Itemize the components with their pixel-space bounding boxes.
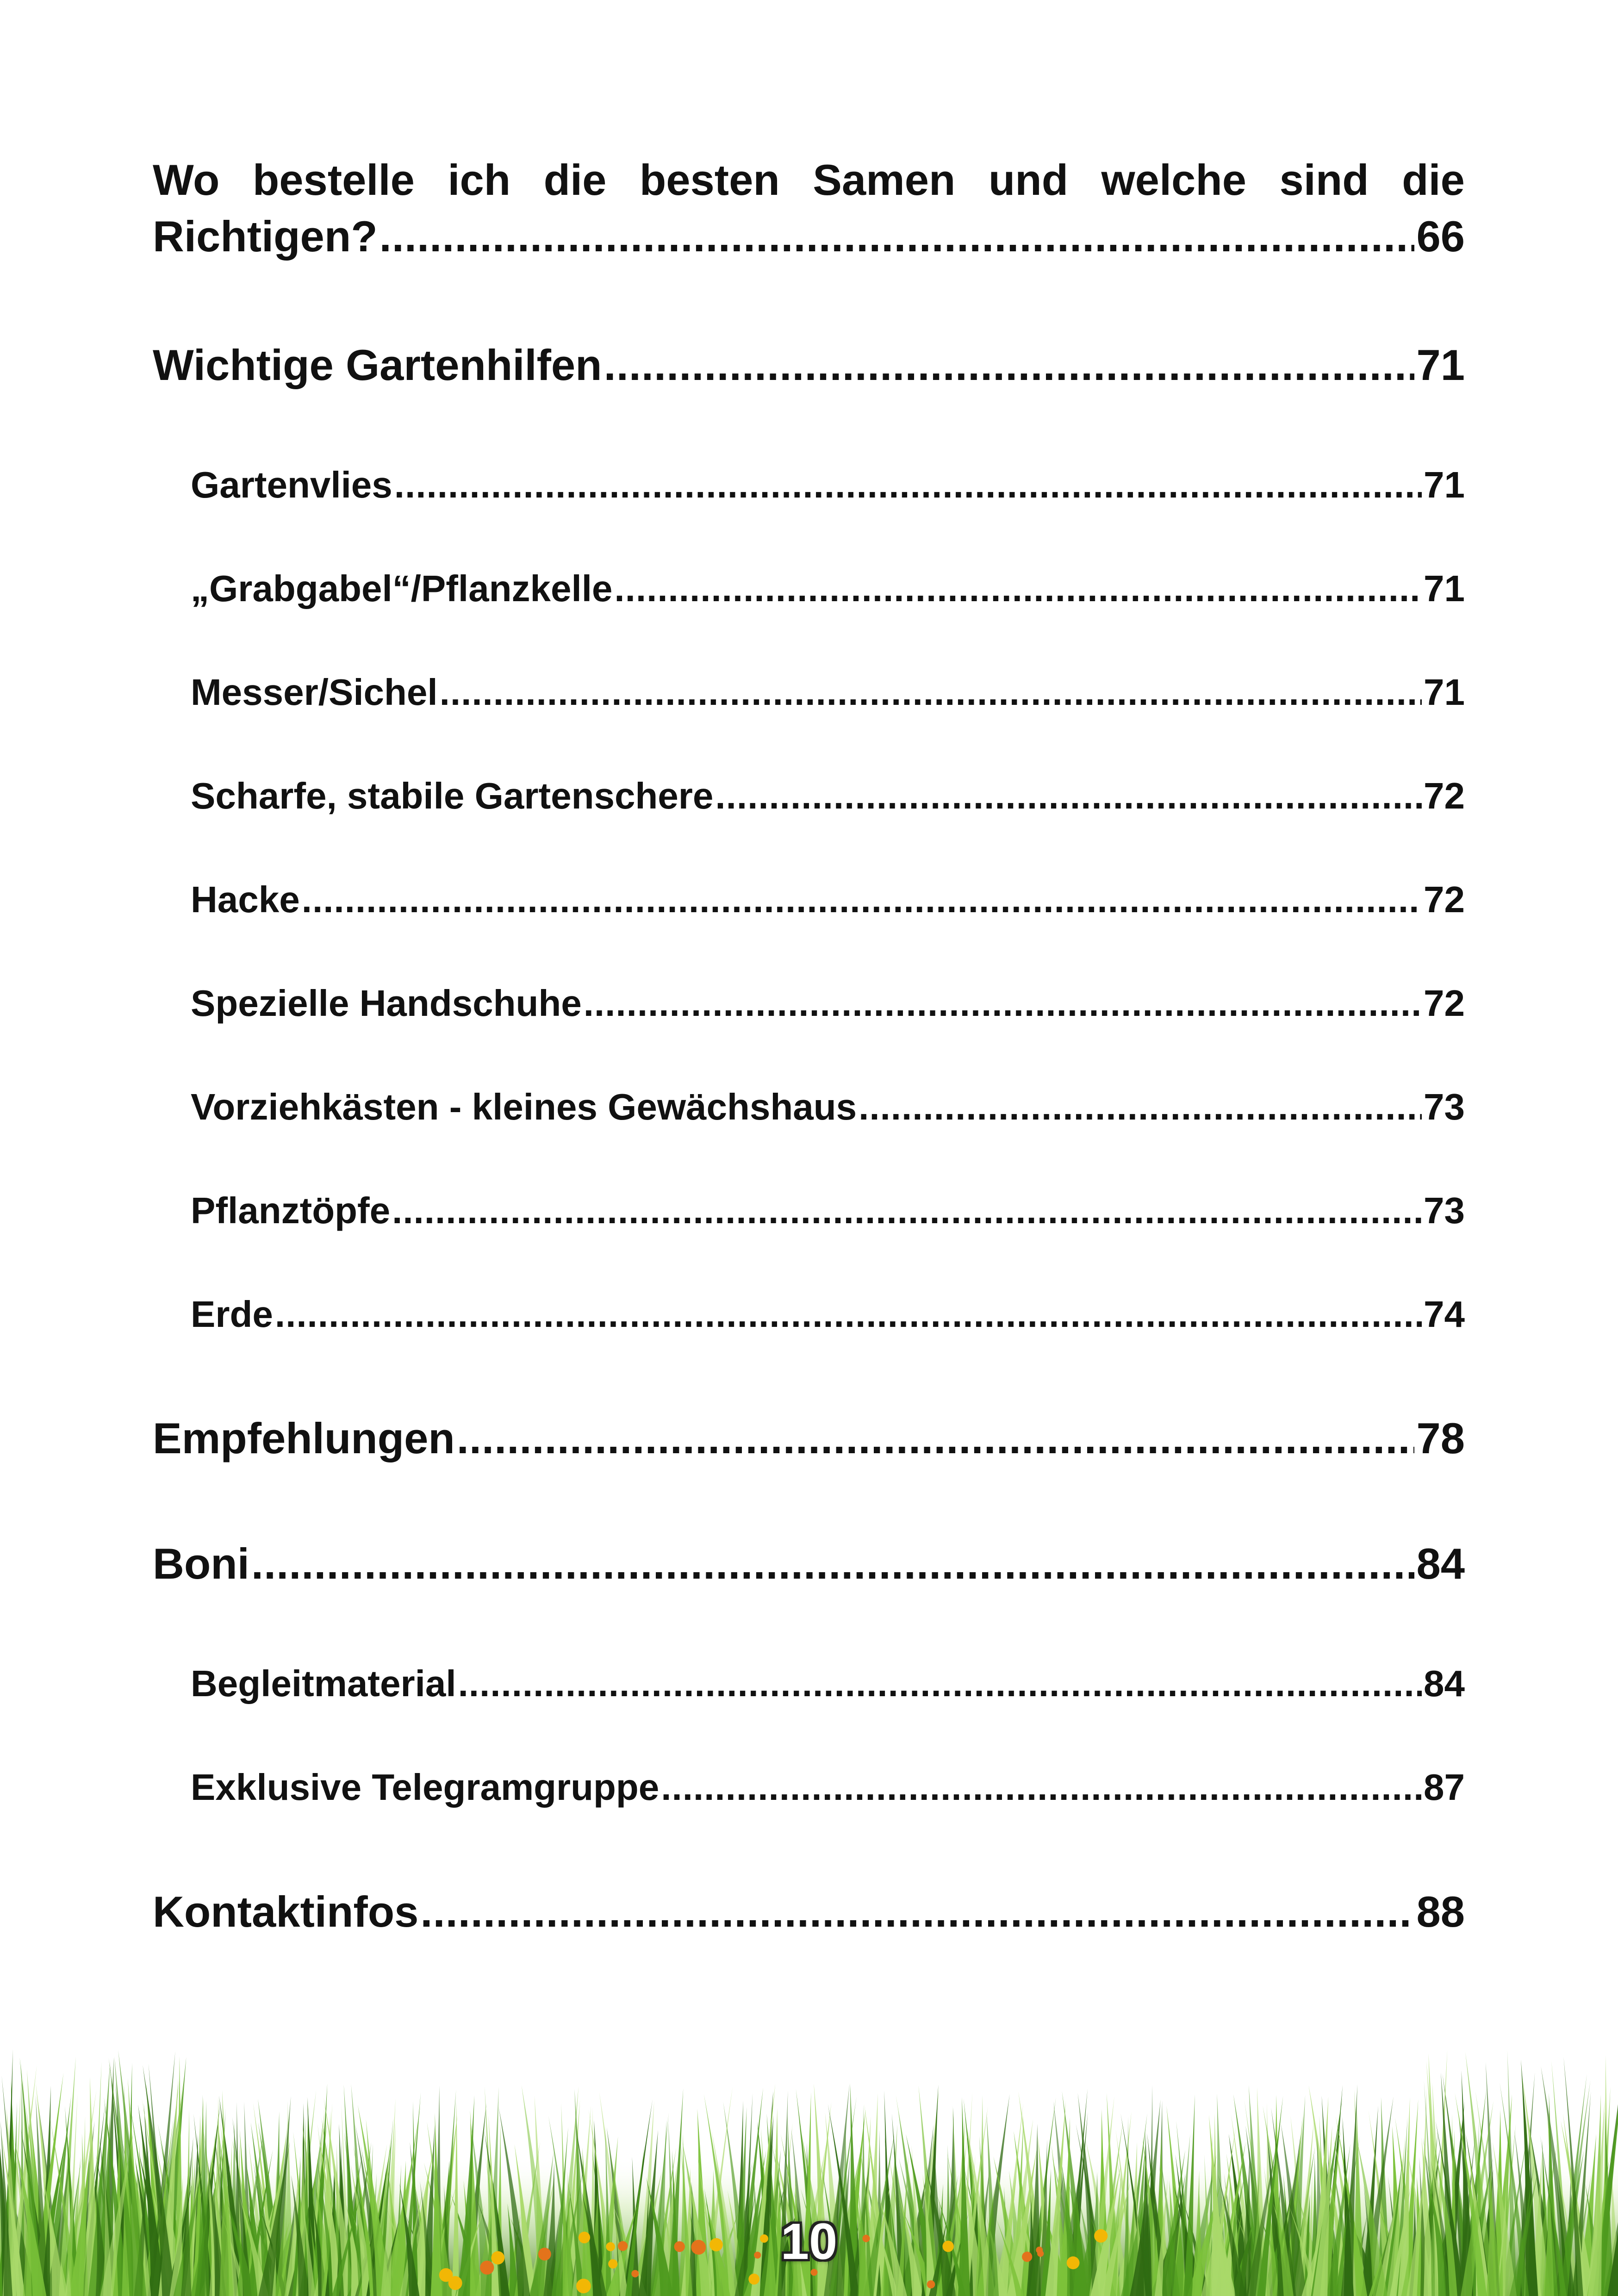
toc-entry-title: Spezielle Handschuhe [191, 983, 582, 1024]
toc-word: besten [639, 156, 780, 204]
toc-entry-page: 71 [1424, 568, 1465, 609]
toc-entry-page: 66 [1416, 212, 1465, 261]
flower-dot [748, 2274, 759, 2285]
toc-entry-grabgabel[interactable] [191, 567, 1465, 610]
toc-word: welche [1101, 156, 1247, 204]
dot-leader [394, 464, 1422, 506]
toc-entry-page: 71 [1424, 672, 1465, 713]
toc-entry-page: 74 [1424, 1294, 1465, 1335]
toc-entry-seeds-line1 [153, 155, 1465, 205]
toc-entry-empfehlungen[interactable] [153, 1413, 1465, 1463]
toc-entry-page: 84 [1424, 1663, 1465, 1704]
dot-leader [440, 671, 1422, 714]
toc-entry-hacke[interactable] [191, 878, 1465, 921]
toc-entry-begleitmaterial[interactable] [191, 1662, 1465, 1705]
dot-leader [584, 982, 1422, 1025]
flower-dot [631, 2270, 639, 2277]
toc-entry-title: Kontaktinfos [153, 1887, 419, 1936]
toc-entry-vorziehkaesten[interactable] [191, 1086, 1465, 1128]
dot-leader [275, 1293, 1422, 1336]
toc-word: Samen [813, 156, 956, 204]
toc-entry-page: 73 [1424, 1086, 1465, 1127]
toc-word: ich [448, 156, 511, 204]
toc-entry-title: Wichtige Gartenhilfen [153, 341, 602, 389]
toc-entry-title: Gartenvlies [191, 464, 392, 505]
toc-entry-boni[interactable] [153, 1539, 1465, 1589]
dot-leader [457, 1413, 1415, 1463]
toc-entry-title: Boni [153, 1539, 249, 1588]
toc-entry-kontaktinfos[interactable] [153, 1887, 1465, 1937]
dot-leader [614, 567, 1422, 610]
flower-dot [576, 2279, 591, 2294]
toc-word: bestelle [252, 156, 415, 204]
toc-entry-seeds[interactable] [153, 155, 1465, 261]
toc-entry-page: 72 [1424, 983, 1465, 1024]
toc-entry-page: 78 [1416, 1414, 1465, 1462]
toc-entry-seeds-line2 [153, 212, 1465, 261]
flower-dot [927, 2280, 935, 2289]
toc-entry-page: 71 [1416, 341, 1465, 389]
toc-entry-page: 84 [1416, 1539, 1465, 1588]
toc-entry-telegramgruppe[interactable] [191, 1766, 1465, 1809]
toc-entry-page: 87 [1424, 1767, 1465, 1808]
toc-entry-title: Begleitmaterial [191, 1663, 456, 1704]
toc-entry-title: Vorziehkästen - kleines Gewächshaus [191, 1086, 857, 1127]
toc-entry-title: Empfehlungen [153, 1414, 455, 1462]
dot-leader [392, 1189, 1422, 1232]
toc-entry-title: Erde [191, 1294, 273, 1335]
toc-entry-title: Hacke [191, 879, 300, 920]
toc-entry-messer[interactable] [191, 671, 1465, 714]
dot-leader [661, 1766, 1422, 1809]
toc-entry-title: Exklusive Telegramgruppe [191, 1767, 660, 1808]
toc-entry-handschuhe[interactable] [191, 982, 1465, 1025]
dot-leader [420, 1887, 1414, 1937]
dot-leader [715, 775, 1422, 817]
toc-entry-page: 72 [1424, 775, 1465, 816]
dot-leader [604, 340, 1415, 390]
toc-entry-title: Pflanztöpfe [191, 1190, 391, 1231]
toc-entry-title: Richtigen? [153, 212, 378, 261]
toc-word: und [988, 156, 1069, 204]
dot-leader [302, 878, 1422, 921]
toc-entry-page: 72 [1424, 879, 1465, 920]
toc-entry-erde[interactable] [191, 1293, 1465, 1336]
dot-leader [380, 212, 1415, 261]
toc-entry-gartenvlies[interactable] [191, 464, 1465, 506]
toc-entry-gartenhilfen[interactable] [153, 340, 1465, 390]
toc-word: die [1402, 156, 1465, 204]
dot-leader [859, 1086, 1422, 1128]
toc-entry-title: Messer/Sichel [191, 672, 438, 713]
dot-leader [458, 1662, 1422, 1705]
toc-entry-page: 71 [1424, 464, 1465, 505]
toc-entry-title: Scharfe, stabile Gartenschere [191, 775, 714, 816]
toc-entry-pflanztoepfe[interactable] [191, 1189, 1465, 1232]
toc-word: die [543, 156, 607, 204]
page-number: 10 [780, 2213, 838, 2270]
toc-entry-gartenschere[interactable] [191, 775, 1465, 817]
dot-leader [251, 1539, 1415, 1589]
toc-entry-page: 88 [1416, 1887, 1465, 1936]
toc-word: Wo [153, 156, 220, 204]
toc-word: sind [1279, 156, 1369, 204]
toc-entry-page: 73 [1424, 1190, 1465, 1231]
toc-entry-title: „Grabgabel“/Pflanzkelle [191, 568, 613, 609]
